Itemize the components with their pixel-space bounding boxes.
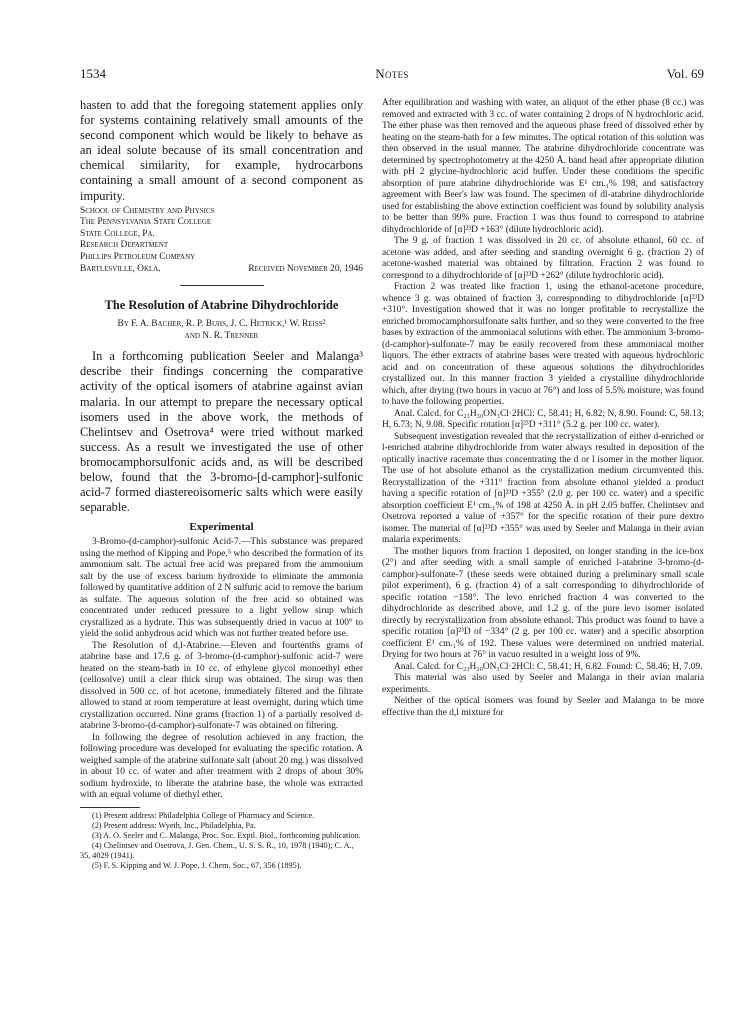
article-title: The Resolution of Atabrine Dihydrochloride	[104, 298, 339, 313]
footnote: (4) Chelintsev and Osetrova, J. Gen. Chem., U. S. S. R., 10, 1978 (1940); C. A., 35, 4029 (1941).	[80, 841, 354, 861]
author-byline	[80, 319, 363, 342]
affiliation-received-line	[80, 264, 363, 276]
body-paragraph: In following the degree of resolution achieved in any fraction, the following procedure was developed for evaluating the specific rotation. A weighed sample of the atabrine sulfonate salt (about 20 mg.) was dissolved in about 10 cc. of water and after treatment with 2 drops of about 30% sodium hydroxide, to liberate the atabrine base, the whole was extracted with an equal volume of diethyl ether.	[80, 732, 363, 801]
section-divider	[180, 285, 264, 286]
section-title: Notes	[375, 66, 409, 81]
footnote: (5) F. S. Kipping and W. J. Pope, J. Chem. Soc., 67, 356 (1895).	[92, 861, 302, 871]
affiliation-line: School of Chemistry and Physics	[80, 205, 215, 216]
affiliation-line: Research Department	[80, 240, 169, 251]
footnote-rule	[80, 807, 140, 808]
body-paragraph: This material was also used by Seeler and Malanga in their avian malaria experiments.	[382, 673, 704, 695]
footnote: (1) Present address: Philadelphia College of Pharmacy and Science.	[92, 810, 315, 820]
right-column	[382, 98, 704, 719]
body-paragraph: After equilibration and washing with water, an aliquot of the ether phase (8 cc.) was removed and extracted with 3 cc. of water containing 2 drops of N hydrochloric acid. The ether phase was then removed and the aqueous phase freed of dissolved ether by heating on the steam-bath for a few minutes. The optical rotation of this solution was then observed in the usual manner. The atabrine dihydrochloride concentrate was determined by spectrophotometry at the 4250 Å. band head after appropriate dilution with pH 2 glycine-hydrochloric acid buffer. Under these conditions the specific absorption of pure atabrine dihydrochloride was E¹ cm.₁% 198, and satisfactory agreement with Beer's law was found. The specimen of dl-atabrine dihydrochloride used for establishing the above extinction coefficient was found by solubility analysis to be better than 99% pure. Fraction 1 was thus found to correspond to atabrine dihydrochloride of [α]²³D +163° (dilute hydrochloric acid).	[382, 98, 704, 235]
body-paragraph: Subsequent investigation revealed that the recrystallization of either d-enriched or l-enriched atabrine dihydrochloride from water always resulted in deposition of the optically inactive racemate thus concentrating the d or l isomer in the mother liquor. The use of hot absolute ethanol as the crystallization medium circumvented this. Recrystallization of the +311° fraction from absolute ethanol yielded a product having a specific rotation of [α]²³D +355° (2.0 g. per 100 cc. water) and a specific absorption coefficient E¹ cm.₁% of 198 at 4250 Å. in pH 2.05 buffer. Chelintsev and Osetrova reported a value of +357° for the specific rotation of their pure dextro isomer. The material of [α]²³D +355° was used by Seeler and Malanga in their avian malaria experiments.	[382, 431, 704, 545]
page-number: 1534	[80, 66, 106, 81]
volume-label: Vol. 69	[666, 66, 704, 81]
affiliation-city: Bartlesville, Okla.	[80, 263, 161, 274]
affiliation-line: State College, Pa.	[80, 228, 155, 239]
analysis-paragraph: Anal. Calcd. for C₂₃H₃₀ON₃Cl·2HCl: C, 58.41; H, 6.82; N, 8.90. Found: C, 58.13; H, 6.73; N, 9.08. Specific rotation [α]²³D +311° (5.2 g. per 100 cc. water).	[382, 408, 704, 430]
analysis-paragraph: Anal. Calcd. for C₂₃H₃₀ON₃Cl·2HCl: C, 58.41; H, 6.82. Found: C, 58.46; H, 7.09.	[394, 661, 703, 672]
footnote: (3) A. O. Seeler and C. Malanga, Proc. Soc. Exptl. Biol., forthcoming publication.	[92, 830, 361, 840]
body-paragraph: The 9 g. of fraction 1 was dissolved in 20 cc. of absolute ethanol, 60 cc. of acetone was added, and after seeding and standing overnight 6 g. (fraction 2) of acetone-washed material was obtained by filtration. Fraction 2 was found to correspond to a dihydrochloride of [α]²³D +262° (dilute hydrochloric acid).	[382, 236, 704, 281]
running-header	[80, 66, 704, 82]
continuation-paragraph: hasten to add that the foregoing statement applies only for systems containing relatively small amounts of the second component which would be likely to behave as an ideal solute because of its small concentration and chemical similarity, for example, hydrocarbons containing a small amount of a second component as impurity.	[80, 98, 363, 203]
author-line: and N. R. Trenner	[184, 330, 259, 341]
intro-paragraph: In a forthcoming publication Seeler and Malanga³ describe their findings concerning the comparative activity of the optical isomers of atabrine against avian malaria. In our attempt to prepare the necessary optical isomers used in the above work, the methods of Chelintsev and Osetrova⁴ were tried without marked success. As a result we investigated the use of other bromocamphorsulfonic acids and, as will be described below, found that the 3-bromo-[d-camphor]-sulfonic acid-7 formed diastereoisomeric salts which were easily separable.	[80, 349, 363, 515]
left-column	[80, 98, 363, 871]
body-paragraph: Fraction 2 was treated like fraction 1, using the ethanol-acetone procedure, whence 3 g. was obtained of fraction 3, corresponding to dihydrochloride [α]²³D +310°. Investigation showed that it was no longer profitable to recrystallize the enriched bromocamphorsulfonate salts further, and so they were converted to the free bases by extraction of the ammoniacal solutions with ether. The ammonium 3-bromo-(d-camphor)-sulfonate-7 may be easily recovered from these ammoniacal mother liquors. The ether extracts of atabrine bases were treated with aqueous hydrochloric acid and on concentration of these aqueous solutions the dihydrochlorides crystallized out. In this manner fraction 3 yielded a crystalline dihydrochloride which, after drying (two hours in vacuo at 76°) and loss of 5.5% moisture, was found to have the following properties.	[382, 282, 704, 407]
affiliation-block	[80, 206, 363, 276]
affiliation-line: The Pennsylvania State College	[80, 217, 212, 228]
received-date: Received November 20, 1946	[248, 263, 363, 274]
body-paragraph: Neither of the optical isomers was found by Seeler and Malanga to be more effective than the d,l mixture for	[382, 696, 704, 718]
footnote: (2) Present address: Wyeth, Inc., Philadelphia, Pa.	[92, 820, 256, 830]
body-paragraph: The Resolution of d,l-Atabrine.—Eleven and fourtenths grams of atabrine base and 17.6 g. of 3-bromo-(d-camphor)-sulfonic acid-7 were heated on the steam-bath in 10 cc. of ethylene glycol monoethyl ether (cellosolve) until a clear thick sirup was obtained. The sirup was then dissolved in 500 cc. of hot acetone, immediately filtered and the filtrate allowed to stand at room temperature at least overnight, during which time crystallization occurred. Nine grams (fraction 1) of a partially resolved d-atabrine 3-bromo-(d-camphor)-sulfonate-7 was obtained on filtering.	[80, 640, 363, 732]
experimental-heading: Experimental	[189, 521, 254, 534]
author-line: By F. A. Bacher, R. P. Buhs, J. C. Hetrick,¹ W. Reiss²	[117, 319, 326, 330]
body-paragraph: 3-Bromo-(d-camphor)-sulfonic Acid-7.—This substance was prepared using the method of Kipping and Pope,⁵ who described the formation of its ammonium salt. The actual free acid was prepared from the ammonium salt by the use of excess barium hydroxide to eliminate the ammonia followed by quantitative addition of 2 N sulfuric acid to remove the barium as sulfate. The aqueous solution of the free acid so obtained was concentrated under reduced pressure to a light yellow sirup which crystallized as a hydrate. This was subsequently dried in vacuo at 100° to yield the solid anhydrous acid which was not further treated before use.	[80, 537, 363, 640]
affiliation-line: Phillips Petroleum Company	[80, 252, 196, 263]
footnotes	[80, 811, 363, 872]
body-paragraph: The mother liquors from fraction 1 deposited, on longer standing in the ice-box (2°) and after seeding with a small sample of enriched l-atabrine 3-bromo-(d-camphor)-sulfonate-7 (these seeds were obtained during a preliminary small scale pilot experiment), 6 g. (fraction 4) of a salt corresponding to dihydrochloride of specific rotation −158°. The levo enriched fraction 4 was converted to the dihydrochloride as described above, and 1.2 g. of the pure levo isomer isolated directly by recrystallization from absolute ethanol. This product was found to have a specific rotation [α]²³D of −334° (2 g. per 100 cc. water) and a specific absorption coefficient E¹ cm.₁% of 192. These values were determined on undried material. Drying for two hours at 76° in vacuo resulted in a weight loss of 9%.	[382, 546, 704, 660]
